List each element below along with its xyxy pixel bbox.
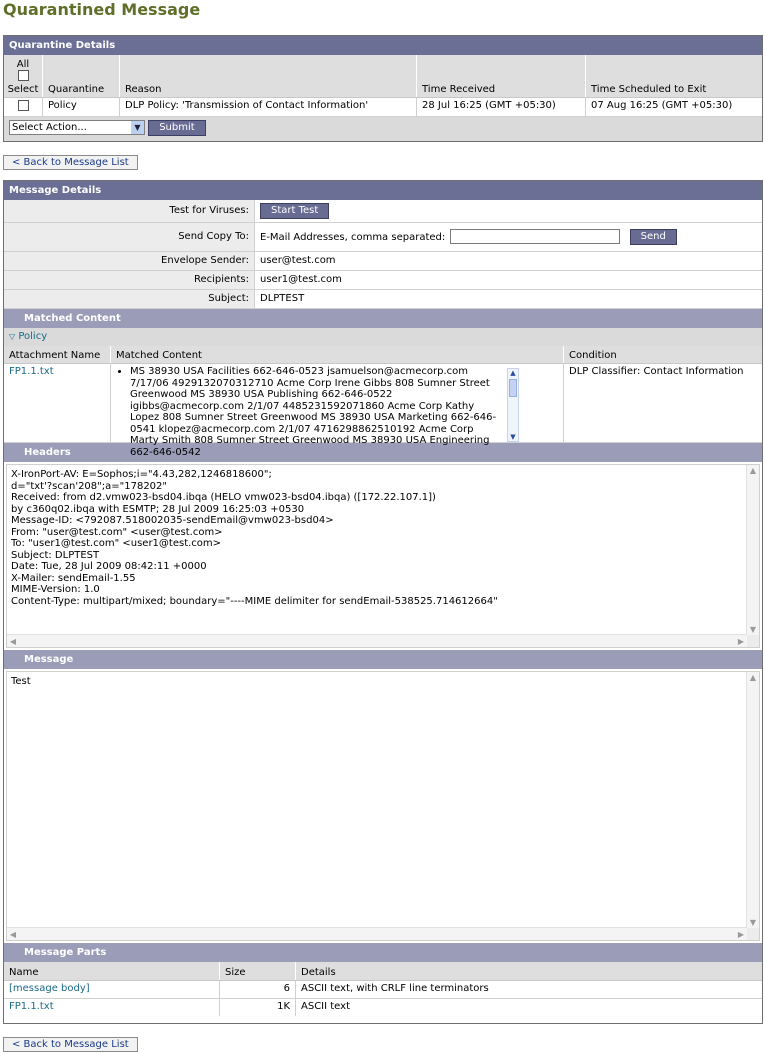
scroll-up-icon: ▲ <box>749 673 757 682</box>
header-line: d="txt'?scan'208";a="178202" <box>11 480 168 492</box>
size-cell: 6 <box>220 980 296 998</box>
size-column-header: Size <box>220 962 296 980</box>
back-to-message-list-link[interactable]: < Back to Message List <box>3 155 138 170</box>
header-line: Subject: DLPTEST <box>11 549 100 561</box>
recipients-value: user1@test.com <box>255 270 763 289</box>
scroll-left-icon: ◀ <box>9 930 17 939</box>
select-column-header <box>4 55 43 97</box>
headers-heading: Headers <box>4 443 762 462</box>
header-line: by c360q02.ibqa with ESMTP; 28 Jul 2009 16:25:03 +0530 <box>11 503 305 515</box>
matched-content-scrollbar[interactable] <box>507 368 519 442</box>
quarantine-cell: Policy <box>43 97 120 116</box>
header-line: MIME-Version: 1.0 <box>11 584 100 595</box>
message-body-text: Test <box>11 676 31 687</box>
recipients-label: Recipients: <box>4 270 255 289</box>
message-horizontal-scrollbar[interactable] <box>7 927 747 940</box>
select-label: Select <box>7 83 39 95</box>
message-textarea[interactable] <box>6 671 760 941</box>
time-received-cell: 28 Jul 16:25 (GMT +05:30) <box>417 97 586 116</box>
quarantine-table <box>4 55 762 117</box>
scroll-down-icon: ▼ <box>510 433 516 441</box>
scroll-up-icon: ▲ <box>510 369 516 377</box>
scroll-up-icon: ▲ <box>749 466 757 475</box>
policy-label: Policy <box>18 330 48 342</box>
headers-horizontal-scrollbar[interactable] <box>7 634 747 647</box>
name-column-header: Name <box>4 962 220 980</box>
scroll-down-icon: ▼ <box>749 917 757 927</box>
message-details-panel <box>3 180 763 1024</box>
table-row <box>4 97 762 116</box>
chevron-down-icon: ▼ <box>131 121 144 134</box>
condition-cell: DLP Classifier: Contact Information <box>564 364 763 443</box>
header-line: Date: Tue, 28 Jul 2009 08:42:11 +0000 <box>11 561 207 572</box>
message-details-heading: Message Details <box>4 181 762 200</box>
attachment-link[interactable]: FP1.1.txt <box>9 366 54 377</box>
email-hint: E-Mail Addresses, comma separated: <box>260 231 446 243</box>
scroll-corner <box>747 635 759 647</box>
time-exit-column-header: Time Scheduled to Exit <box>586 55 763 97</box>
triangle-down-icon: ▽ <box>9 331 16 341</box>
select-action-value: Select Action... <box>12 122 87 133</box>
test-viruses-label: Test for Viruses: <box>4 200 255 222</box>
header-line: Message-ID: <792087.518002035-sendEmail@vmw023-bsd04> <box>11 515 334 526</box>
scroll-right-icon: ▶ <box>737 637 745 646</box>
quarantine-details-heading: Quarantine Details <box>4 36 762 55</box>
table-row <box>4 980 762 998</box>
header-line: X-Mailer: sendEmail-1.55 <box>11 572 136 584</box>
header-line: From: "user@test.com" <user@test.com> <box>11 526 223 538</box>
header-line: Content-Type: multipart/mixed; boundary="----MIME delimiter for sendEmail-538525.714612664" <box>11 595 498 607</box>
scroll-right-icon: ▶ <box>737 930 745 939</box>
list-item: • MS 38930 USA Facilities 662-646-0523 jsamuelson@acmecorp.com 7/17/06 4929132070312710 Acme Corp Irene Gibbs 808 Sumner Street Greenwood MS 38930 USA Publishing 662-646-0522 igibbs@acmecorp.com 2/1/07 4485231592071860 Acme Corp Kathy Lopez 808 Sumner Street Greenwood MS 38930 USA Marketing 662-646-0541 klopez@acmecorp.com 2/1/07 4716298862510192 Acme Corp Marty Smith 808 Sumner Street Greenwood MS 38930 USA Engineering 662-646-0542 <box>130 366 505 458</box>
action-bar <box>4 117 762 141</box>
matched-content-list[interactable] <box>116 366 563 458</box>
table-row <box>4 364 762 443</box>
time-exit-cell: 07 Aug 16:25 (GMT +05:30) <box>586 97 763 116</box>
envelope-sender-label: Envelope Sender: <box>4 251 255 270</box>
policy-toggle[interactable] <box>4 328 762 346</box>
scroll-thumb[interactable] <box>509 379 517 397</box>
header-line: Received: from d2.vmw023-bsd04.ibqa (HELO vmw023-bsd04.ibqa) ([172.22.107.1]) <box>11 492 436 503</box>
table-row <box>4 998 762 1016</box>
back-to-message-list-link-bottom[interactable]: < Back to Message List <box>3 1037 138 1052</box>
select-all-checkbox[interactable] <box>18 70 29 81</box>
send-copy-label: Send Copy To: <box>4 222 255 251</box>
subject-value: DLPTEST <box>255 289 763 308</box>
quarantine-details-panel <box>3 35 763 142</box>
headers-text <box>11 469 755 607</box>
time-received-column-header: Time Received <box>417 55 586 97</box>
scroll-left-icon: ◀ <box>9 637 17 646</box>
message-parts-table <box>4 962 762 1016</box>
headers-textarea[interactable] <box>6 464 760 648</box>
scroll-down-icon: ▼ <box>749 624 757 634</box>
page-title: Quarantined Message <box>3 0 201 19</box>
header-line: X-IronPort-AV: E=Sophos;i="4.43,282,1246818600"; <box>11 469 272 480</box>
scroll-corner <box>747 928 759 940</box>
details-column-header: Details <box>296 962 763 980</box>
message-heading: Message <box>4 650 762 669</box>
message-details-table <box>4 200 762 309</box>
reason-cell: DLP Policy: 'Transmission of Contact Information' <box>120 97 417 116</box>
envelope-sender-value: user@test.com <box>255 251 763 270</box>
header-line: To: "user1@test.com" <user1@test.com> <box>11 538 222 549</box>
headers-vertical-scrollbar[interactable] <box>746 465 759 635</box>
message-vertical-scrollbar[interactable] <box>746 672 759 928</box>
details-cell: ASCII text, with CRLF line terminators <box>296 980 763 998</box>
select-action-dropdown[interactable] <box>9 120 145 135</box>
attachment-column-header: Attachment Name <box>4 346 111 364</box>
send-copy-email-field[interactable] <box>450 229 620 244</box>
select-all-label: All <box>16 58 30 70</box>
quarantine-column-header: Quarantine <box>43 55 120 97</box>
start-test-button[interactable]: Start Test <box>260 203 329 219</box>
send-button[interactable]: Send <box>630 229 677 245</box>
row-select-checkbox[interactable] <box>18 100 29 111</box>
matched-column-header: Matched Content <box>111 346 564 364</box>
message-parts-heading: Message Parts <box>4 943 762 962</box>
submit-button[interactable]: Submit <box>148 120 205 136</box>
size-cell: 1K <box>220 998 296 1016</box>
subject-label: Subject: <box>4 289 255 308</box>
matched-content-heading: Matched Content <box>4 309 762 328</box>
attachment-part-link[interactable]: FP1.1.txt <box>9 1000 54 1012</box>
reason-column-header: Reason <box>120 55 417 97</box>
message-body-link[interactable]: [message body] <box>9 982 90 994</box>
condition-column-header: Condition <box>564 346 763 364</box>
details-cell: ASCII text <box>301 1000 350 1012</box>
